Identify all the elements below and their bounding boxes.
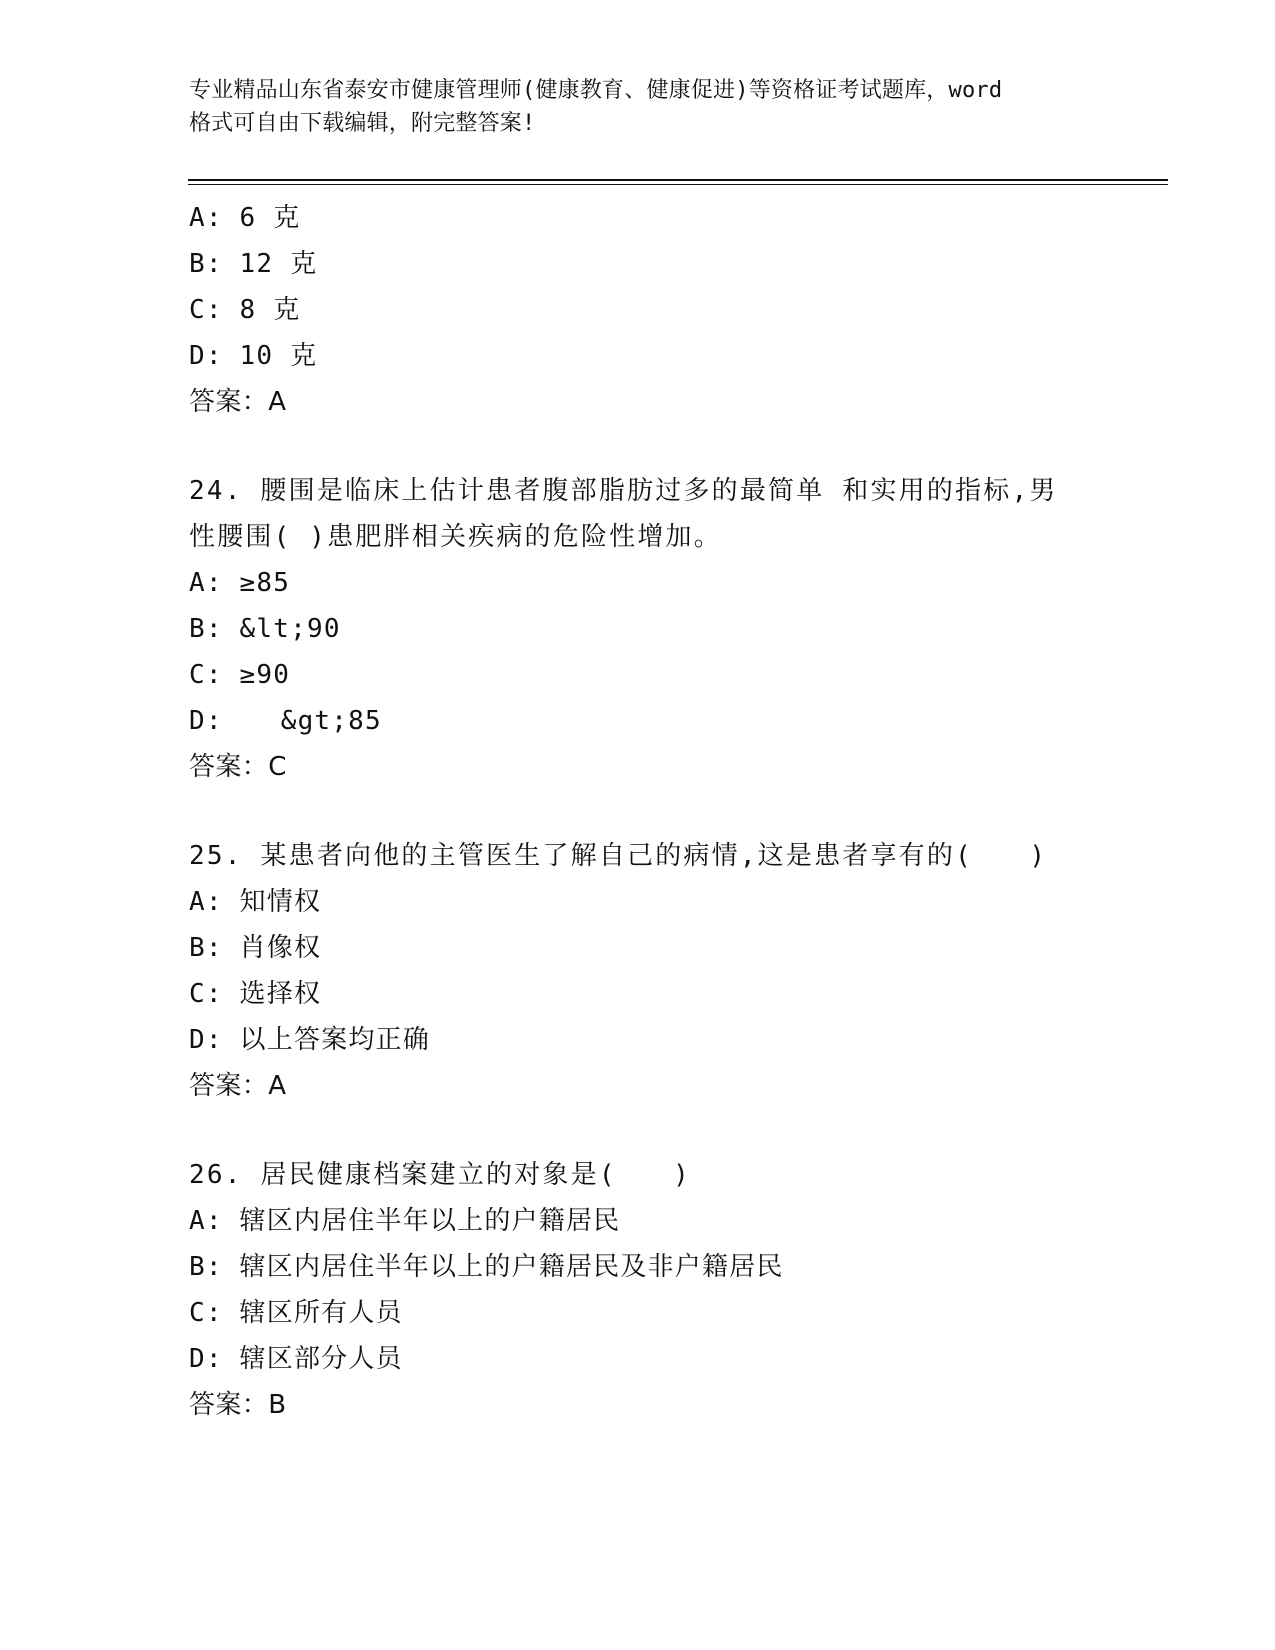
option-b: B: 辖区内居住半年以上的户籍居民及非户籍居民 <box>189 1252 784 1282</box>
option-b: B: 12 克 <box>189 249 318 279</box>
option-c: C: ≥90 <box>189 660 291 690</box>
option-d: D: 以上答案均正确 <box>189 1025 430 1055</box>
option-d: D: 辖区部分人员 <box>189 1344 403 1374</box>
question-25-block <box>189 833 1129 1109</box>
question-line: 26. 居民健康档案建立的对象是( ) <box>189 1160 691 1190</box>
question-26-text <box>189 1152 1129 1198</box>
option-c: C: 8 克 <box>189 295 301 325</box>
question-26-block <box>189 1152 1129 1428</box>
option-c: C: 选择权 <box>189 979 322 1009</box>
header-line-1: 专业精品山东省泰安市健康管理师(健康教育、健康促进)等资格证考试题库，word <box>189 78 1003 103</box>
header-line-2: 格式可自由下载编辑，附完整答案! <box>189 111 536 136</box>
option-d: D: 10 克 <box>189 341 318 371</box>
option-b: B: 肖像权 <box>189 933 322 963</box>
question-24-block <box>189 468 1129 790</box>
answer-line: 答案：A <box>189 1071 287 1101</box>
answer-line: 答案：A <box>189 387 287 417</box>
spacer <box>189 1109 1129 1152</box>
question-24-text <box>189 468 1129 560</box>
question-content <box>189 195 1129 1428</box>
option-c: C: 辖区所有人员 <box>189 1298 403 1328</box>
option-d-label: D: <box>189 706 223 736</box>
question-line: 性腰围( )患肥胖相关疾病的危险性增加。 <box>189 522 722 552</box>
answer-line: 答案：C <box>189 752 287 782</box>
page-header <box>189 74 1079 140</box>
question-line: 25. 某患者向他的主管医生了解自己的病情,这是患者享有的( ) <box>189 841 1048 871</box>
spacer <box>189 425 1129 468</box>
question-line: 24. 腰围是临床上估计患者腹部脂肪过多的最简单 和实用的指标,男 <box>189 476 1058 506</box>
option-a: A: ≥85 <box>189 568 291 598</box>
spacer <box>189 790 1129 833</box>
header-rule-thin <box>188 184 1168 185</box>
option-a: A: 知情权 <box>189 887 322 917</box>
question-23-block <box>189 195 1129 425</box>
header-rule-thick <box>188 179 1168 181</box>
option-a: A: 6 克 <box>189 203 301 233</box>
question-25-text <box>189 833 1129 879</box>
option-d-value: &gt;85 <box>280 706 382 736</box>
option-d <box>189 698 1129 744</box>
option-b: B: &lt;90 <box>189 614 341 644</box>
answer-line: 答案：B <box>189 1390 287 1420</box>
option-a: A: 辖区内居住半年以上的户籍居民 <box>189 1206 621 1236</box>
